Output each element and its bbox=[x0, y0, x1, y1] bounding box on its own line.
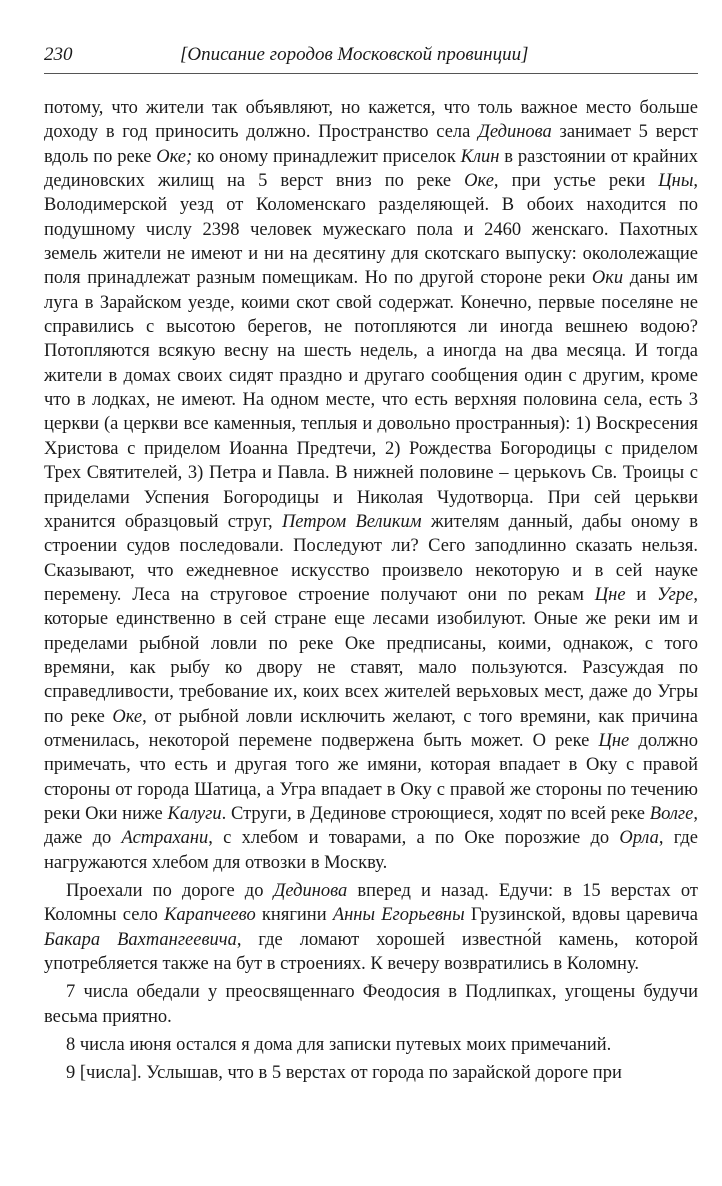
text-body bbox=[44, 96, 698, 1086]
italic-term: Цне bbox=[598, 730, 630, 751]
italic-term: Угре bbox=[657, 584, 694, 605]
paragraph-3: 7 числа обедали у преосвященнаго Феодосия в Подлипках, угощены будучи весьма приятно. bbox=[44, 982, 698, 1027]
italic-term: Оки bbox=[591, 268, 624, 289]
italic-term: Цне bbox=[594, 584, 626, 605]
italic-term: Дединова bbox=[273, 881, 348, 901]
italic-term: Оке bbox=[112, 706, 143, 727]
italic-term: Цны bbox=[658, 171, 694, 192]
page-number: 230 bbox=[44, 44, 73, 65]
running-title: [Описание городов Московской провинции] bbox=[180, 44, 529, 65]
italic-term: Оке; bbox=[156, 146, 193, 167]
italic-term: Карапчеево bbox=[164, 905, 256, 926]
italic-term: Дединова bbox=[478, 122, 552, 143]
italic-term: Астрахани bbox=[121, 828, 209, 849]
italic-term: Бакара Вахтангеевича bbox=[44, 929, 237, 950]
paragraph-2: Проехали по дороге до Дединова вперед и назад. Едучи: в 15 верстах от Коломны село Карапчеево княгини Анны Егорьевны Грузинской, вдовы царевича Бакара Вахтангеевича, где ломают хорошей известно́й камень, которой употребляется также на бут в строениях. К вечеру возвратились в Коломну. bbox=[44, 881, 698, 975]
paragraph-5: 9 [числа]. Услышав, что в 5 верстах от города по зарайской дороге при bbox=[66, 1063, 622, 1084]
italic-term: Клин bbox=[460, 146, 500, 167]
italic-term: Калуги bbox=[167, 803, 222, 824]
header-rule bbox=[44, 73, 698, 74]
page-header bbox=[44, 44, 698, 66]
italic-term: Орла bbox=[619, 828, 659, 849]
italic-term: Петром Великим bbox=[281, 511, 422, 532]
italic-term: Анны Егорьевны bbox=[332, 905, 465, 926]
paragraph-4: 8 числа июня остался я дома для записки путевых моих примечаний. bbox=[66, 1035, 612, 1056]
paragraph-1: потому, что жители так объявляют, но кажется, что толь важное место больше доходу в год приносить должно. Пространство села Дединова занимает 5 верст вдоль по реке Оке; ко оному принадлежит приселок Клин в разстоянии от крайних дединовских жилищ на 5 верст вниз по реке Оке, при устье реки Цны, Володимерской уезд от Коломенскаго разделяющей. В обоих находится по подушному числу 2398 человек мужескаго пола и 2460 женскаго. Пахотных земель жители не имеют и ни на десятину для скотскаго выпуску: окололежащие поля принадлежат разным помещикам. Но по другой стороне реки Оки даны им луга в Зарайском уезде, коими скот свой содержат. Конечно, первые поселяне не справились с высотою берегов, не потопляются ли иногда вешнею водою? Потопляются всякую весну на шесть недель, а иногда на два месяца. И тогда жители в домах своих сидят праздно и другаго сообщения один с другим, кроме что в лодках, не имеют. На одном месте, что есть верхняя половина села, есть 3 церкви (а церкви все каменныя, теплыя и довольно пространныя): 1) Воскресения Христова с приделом Иоанна Предтечи, 2) Рождества Богородицы с приделом Трех Святителей, 3) Петра и Павла. В нижней половине – церькovь Св. Троицы с приделами Успения Богородицы и Николая Чудотворца. При сей церькви хранится образцовый струг, Петром Великим жителям данный, дабы оному в строении судов последовали. Последуют ли? Сего заподлинно сказать нельзя. Сказывают, что ежедневное искусство произвело некоторую и в сей науке перемену. Леса на струговое строение получают они по рекам Цне и Угре, которые единственно в сей стране еще лесами изобилуют. Оные же реки им и пределами рыбной ловли по реке Оке предписаны, коими, однакож, с того времяни, как рыбу ко двору не ставят, мало пользуются. Разсуждая по справедливости, требование их, коих всех жителей верьховых мест, даже до Угры по реке Оке, от рыбной ловли исключить желают, с того времяни, как причина отменилась, некоторой перемене подвержена быть может. О реке Цне должно примечать, что есть и другая того же имяни, которая впадает в Оку с правой стороны от города Шатица, а Угра впадает в Оку с правой же стороны по течению реки Оки ниже Калуги. Струги, в Дединове строющиеся, ходят по всей реке Волге, даже до Астрахани, с хлебом и товарами, а по Оке порозжие до Орла, где нагружаются хлебом для отвозки в Москву. bbox=[44, 98, 699, 873]
italic-term: Волге bbox=[649, 803, 694, 824]
italic-term: Оке bbox=[464, 171, 494, 192]
